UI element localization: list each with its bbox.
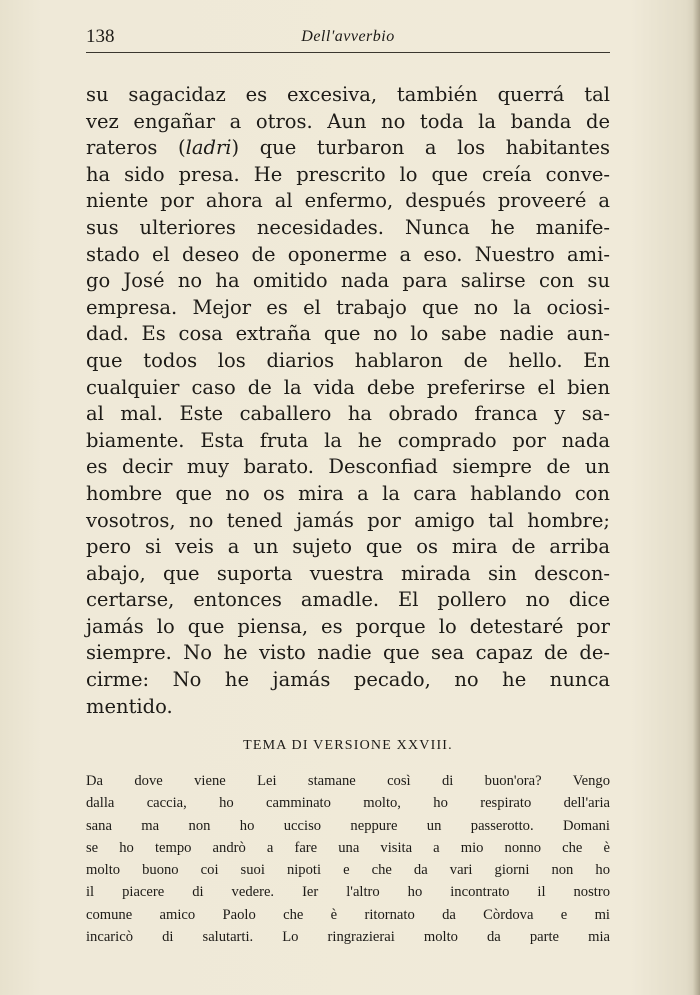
text-line: ha sido presa. He prescrito lo que creía conve- [86, 162, 610, 186]
text-line: su sagacidaz es excesiva, también querrá tal [86, 83, 610, 106]
text-line: es decir muy barato. Desconfiad siempre de un [86, 455, 610, 479]
text-line: niente por ahora al enfermo, después proveeré a [86, 189, 610, 213]
text-line: vez engañar a otros. Aun no toda la banda de [86, 109, 610, 133]
italian-exercise-paragraph [86, 770, 610, 948]
text-line: hombre que no os mira a la cara hablando con [86, 481, 610, 505]
exercise-line: incaricò di salutarti. Lo ringrazierai molto da parte mia [86, 929, 610, 946]
text-line: certarse, entonces amadle. El pollero no dice [86, 588, 610, 612]
text-line: rateros (ladri) que turbaron a los habitantes [86, 136, 610, 160]
page-header [86, 26, 610, 53]
page-edge [693, 0, 700, 995]
text-line: cualquier caso de la vida debe preferirse el bien [86, 375, 610, 399]
exercise-line: Da dove viene Lei stamane così di buon'ora? Vengo [86, 773, 610, 789]
text-line: al mal. Este caballero ha obrado franca y sa- [86, 402, 610, 426]
text-line: mentido. [86, 694, 173, 718]
text-line: siempre. No he visto nadie que sea capaz de de- [86, 641, 610, 665]
text-line: dad. Es cosa extraña que no lo sabe nadie aun- [86, 322, 610, 346]
text-line: jamás lo que piensa, es porque lo detestaré por [86, 614, 610, 638]
text-line: cirme: No he jamás pecado, no he nunca [86, 668, 610, 692]
spanish-paragraph [86, 82, 610, 720]
exercise-line: se ho tempo andrò a fare una visita a mio nonno che è [86, 839, 610, 856]
text-line: stado el deseo de oponerme a eso. Nuestro ami- [86, 242, 610, 266]
text-line: go José no ha omitido nada para salirse con su [86, 269, 610, 293]
exercise-line: dalla caccia, ho camminato molto, ho respirato dell'aria [86, 795, 610, 812]
text-line: que todos los diarios hablaron de hello. En [86, 348, 610, 372]
exercise-line: il piacere di vedere. Ier l'altro ho incontrato il nostro [86, 884, 610, 901]
exercise-title: TEMA DI VERSIONE XXVIII. [243, 738, 453, 753]
running-head: Dell'avverbio [301, 28, 395, 45]
text-line: pero si veis a un sujeto que os mira de arriba [86, 535, 610, 559]
text-line: vosotros, no tened jamás por amigo tal hombre; [86, 508, 610, 532]
page-number: 138 [86, 26, 115, 47]
exercise-line: molto buono coi suoi nipoti e che da vari giorni non ho [86, 862, 610, 879]
italic-word: ladri [185, 136, 232, 160]
text-line: abajo, que suporta vuestra mirada sin descon- [86, 561, 610, 585]
text-line: sus ulteriores necesidades. Nunca he manife- [86, 215, 610, 239]
exercise-line: comune amico Paolo che è ritornato da Còrdova e mi [86, 906, 610, 923]
text-line: empresa. Mejor es el trabajo que no la ociosi- [86, 295, 610, 319]
text-line: biamente. Esta fruta la he comprado por nada [86, 428, 610, 452]
exercise-line: sana ma non ho ucciso neppure un passerotto. Domani [86, 817, 610, 834]
